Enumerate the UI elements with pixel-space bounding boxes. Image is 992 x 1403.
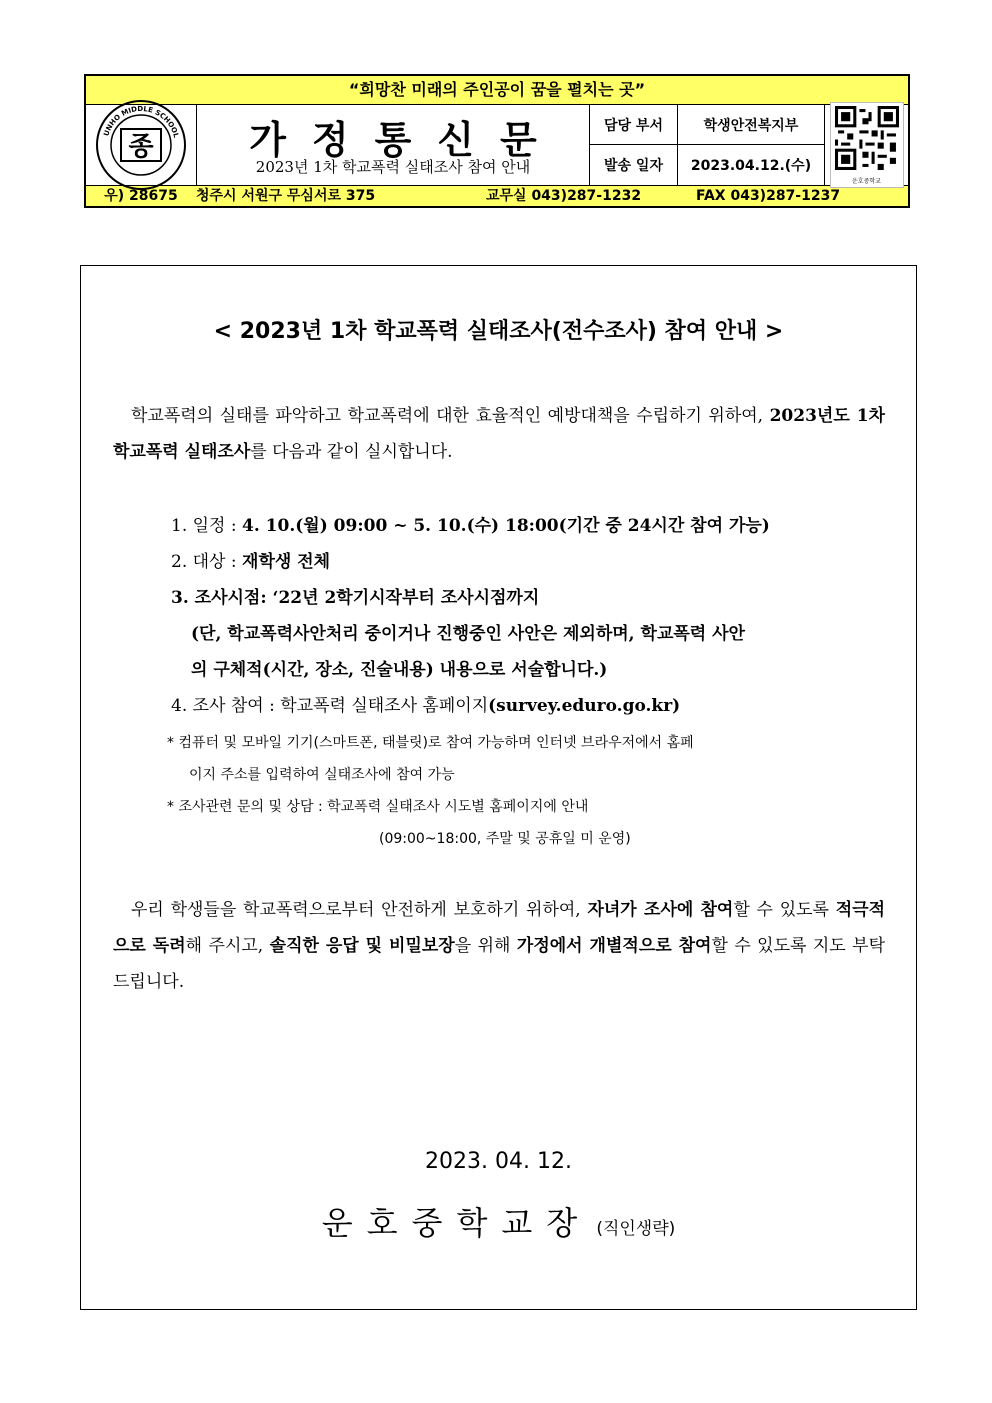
closing-text-3: 해 주시고, <box>185 936 270 956</box>
intro-emphasis: 2023년도 1차 학교폭력 실태조사 <box>113 406 886 462</box>
postal-code: 우) 28675 <box>104 188 178 204</box>
letterhead <box>84 74 910 208</box>
office-phone: 교무실 043)287-1232 <box>486 188 642 204</box>
item-target-value: 재학생 전체 <box>242 552 331 572</box>
closing-text-2: 할 수 있도록 <box>733 900 836 920</box>
note-device-line1: * 컴퓨터 및 모바일 기기(스마트폰, 태블릿)로 참여 가능하며 인터넷 브라우저에서 홈페 <box>167 735 694 751</box>
closing-text-4: 을 위해 <box>454 936 517 956</box>
item-schedule-label: 1. 일정 : <box>171 516 243 536</box>
logo-glyph: 종 <box>128 132 154 162</box>
principal-name: 운호중학교장 <box>321 1204 592 1242</box>
item-period-note-line2: 의 구체적(시간, 장소, 진술내용) 내용으로 서술합니다.) <box>191 660 608 680</box>
item-schedule-value: 4. 10.(월) 09:00 ~ 5. 10.(수) 18:00(기간 중 24시간 참여 가능) <box>242 516 770 536</box>
newsletter-subtitle: 2023년 1차 학교폭력 실태조사 참여 안내 <box>255 158 531 176</box>
item-period: 3. 조사시점: ‘22년 2학기시작부터 조사시점까지 <box>171 588 540 608</box>
notice-body <box>80 265 917 1310</box>
item-schedule <box>171 508 770 544</box>
notice-title: < 2023년 1차 학교폭력 실태조사(전수조사) 참여 안내 > <box>213 319 784 344</box>
intro-paragraph <box>113 398 885 470</box>
note-inquiry-line2: (09:00~18:00, 주말 및 공휴일 미 운영) <box>379 831 631 847</box>
note-inquiry-line1: * 조사관련 문의 및 상담 : 학교폭력 실태조사 시도별 홈페이지에 안내 <box>167 799 589 815</box>
closing-emphasis-1: 자녀가 조사에 참여 <box>587 900 734 920</box>
item-period-note-line1: (단, 학교폭력사안처리 중이거나 진행중인 사안은 제외하며, 학교폭력 사안 <box>191 624 745 644</box>
info-table <box>590 105 825 185</box>
intro-tail: 를 다음과 같이 실시합니다. <box>250 442 453 462</box>
letterhead-middle <box>86 105 908 186</box>
closing-emphasis-2: 적극적으로 독려 <box>113 900 885 956</box>
qr-caption: 운호중학교 <box>852 178 881 185</box>
street-address: 청주시 서원구 무심서로 375 <box>196 188 376 204</box>
dept-value: 학생안전복지부 <box>678 105 824 145</box>
closing-emphasis-4: 가정에서 개별적으로 참여 <box>516 936 712 956</box>
qr-code[interactable] <box>830 102 904 188</box>
closing-paragraph <box>113 892 885 1000</box>
date-value: 2023.04.12.(수) <box>690 158 812 174</box>
item-participation-label: 4. 조사 참여 : 학교폭력 실태조사 홈페이지 <box>171 696 489 716</box>
signature-block <box>81 1198 916 1244</box>
date-label: 발송 일자 <box>590 145 678 185</box>
school-logo <box>86 105 197 185</box>
survey-url[interactable]: (survey.eduro.go.kr) <box>488 696 681 716</box>
item-target <box>171 544 330 580</box>
closing-text-1: 우리 학생들을 학교폭력으로부터 안전하게 보호하기 위하여, <box>131 900 588 920</box>
notice-date: 2023. 04. 12. <box>425 1149 572 1174</box>
closing-text-5: 할 수 있도록 지도 부탁드립니다. <box>113 936 886 992</box>
address-bar <box>86 186 908 206</box>
item-participation <box>171 688 680 724</box>
school-emblem-icon <box>95 99 187 191</box>
item-target-label: 2. 대상 : <box>171 552 243 572</box>
note-device-line2: 이지 주소를 입력하여 실태조사에 참여 가능 <box>189 767 455 783</box>
newsletter-title: 가정통신문 <box>249 117 563 162</box>
school-slogan: “희망찬 미래의 주인공이 꿈을 펼치는 곳” <box>86 76 908 105</box>
logo-text: UNHO MIDDLE SCHOOL <box>102 104 181 139</box>
closing-emphasis-3: 솔직한 응답 및 비밀보장 <box>269 936 455 956</box>
qr-block <box>825 105 908 185</box>
seal-omitted-note: (직인생략) <box>596 1219 676 1239</box>
intro-text: 학교폭력의 실태를 파악하고 학교폭력에 대한 효율적인 예방대책을 수립하기 위하여, <box>131 406 770 426</box>
fax-number: FAX 043)287-1237 <box>696 188 841 204</box>
title-block <box>197 105 590 185</box>
qr-code-icon <box>835 106 899 170</box>
dept-label: 담당 부서 <box>590 105 678 145</box>
